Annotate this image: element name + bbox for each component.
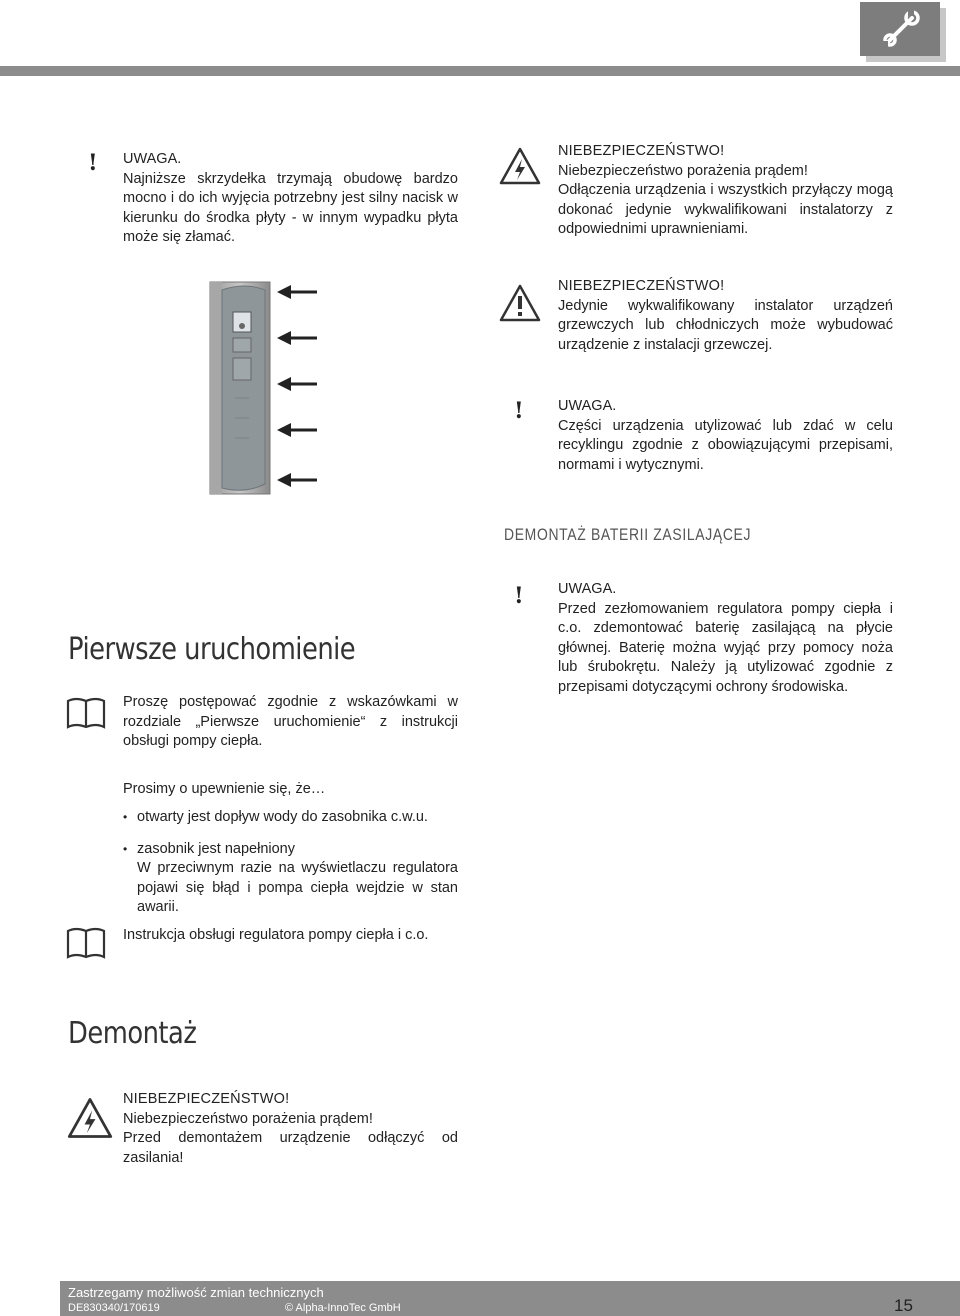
notice-body: Jedynie wykwalifikowany instalator urządzeń grzewczych lub chłodniczych może wybudować urządzenie z instalacji grzewczej. bbox=[558, 297, 893, 353]
notice-danger-install bbox=[558, 277, 893, 355]
notice-body: Przed demontażem urządzenie odłączyć od zasilania! bbox=[123, 1130, 458, 1166]
notice-title: NIEBEZPIECZEŃSTWO! bbox=[558, 143, 725, 159]
notice-title: UWAGA. bbox=[558, 398, 617, 414]
tool-badge bbox=[860, 2, 940, 56]
book-icon bbox=[66, 926, 106, 960]
notice-body: Części urządzenia utylizować lub zdać w celu recyklingu zgodnie z obowiązującymi przepisami, normami i wytycznymi. bbox=[558, 417, 893, 473]
notice-title: NIEBEZPIECZEŃSTWO! bbox=[558, 278, 725, 294]
section-title-battery: DEMONTAŻ BATERII ZASILAJĄCEJ bbox=[504, 525, 752, 544]
footer-note: Zastrzegamy możliwość zmian technicznych bbox=[68, 1285, 324, 1300]
notice-danger-electric bbox=[558, 142, 893, 240]
attention-icon: ! bbox=[88, 150, 98, 176]
notice-uwaga-recycle bbox=[558, 397, 893, 475]
warning-triangle-icon bbox=[498, 283, 542, 323]
footer-doc-id: DE830340/170619 bbox=[68, 1302, 160, 1314]
heading-first-start: Pierwsze uruchomienie bbox=[68, 632, 356, 667]
footer-copyright: © Alpha-InnoTec GmbH bbox=[285, 1302, 401, 1314]
notice-title: NIEBEZPIECZEŃSTWO! bbox=[123, 1091, 290, 1107]
heading-demontaz: Demontaż bbox=[68, 1016, 197, 1051]
notice-battery bbox=[558, 580, 893, 697]
list-item: • zasobnik jest napełniony W przeciwnym razie na wyświetlaczu regulatora pojawi się błąd i pompa ciepła wejdzie w stan awarii. bbox=[123, 840, 458, 918]
notice-body: Odłączenia urządzenia i wszystkich przyłączy mogą dokonać jedynie wykwalifikowani instalatorzy z odpowiednimi uprawnieniami. bbox=[558, 182, 893, 237]
header-bar bbox=[0, 66, 960, 76]
attention-icon: ! bbox=[514, 398, 524, 424]
first-start-book-ref: Instrukcja obsługi regulatora pompy ciepła i c.o. bbox=[123, 927, 429, 943]
notice-body: Najniższe skrzydełka trzymają obudowę bardzo mocno i do ich wyjęcia potrzebny jest silny nacisk w kierunku do środka płyty - w innym wypadku płyta może się złamać. bbox=[123, 170, 458, 245]
first-start-intro: Prosimy o upewnienie się, że… bbox=[123, 781, 326, 797]
notice-line: Niebezpieczeństwo porażenia prądem! bbox=[558, 162, 808, 179]
first-start-checklist bbox=[123, 808, 458, 918]
notice-demontaz bbox=[123, 1090, 458, 1168]
notice-title: UWAGA. bbox=[123, 151, 182, 167]
notice-title: UWAGA. bbox=[558, 581, 617, 597]
notice-line: Niebezpieczeństwo porażenia prądem! bbox=[123, 1110, 373, 1127]
first-start-book-text: Proszę postępować zgodnie z wskazówkami w rozdziale „Pierwsze uruchomienie“ z instrukcji obsługi pompy ciepła. bbox=[123, 694, 458, 749]
list-item: • otwarty jest dopływ wody do zasobnika c.w.u. bbox=[123, 808, 458, 828]
page-number: 15 bbox=[894, 1296, 913, 1315]
electric-hazard-icon bbox=[66, 1096, 114, 1140]
electric-hazard-icon bbox=[498, 146, 542, 186]
book-icon bbox=[66, 696, 106, 730]
notice-body: Przed zezłomowaniem regulatora pompy ciepła i c.o. zdemontować baterię zasilającą na płycie głównej. Baterię można wyjąć przy pomocy noża lub śrubokrętu. Należy ją utylizować zgodnie z przepisami dotyczącymi ochrony środowiska. bbox=[558, 600, 893, 695]
notice-left-uwaga bbox=[123, 150, 458, 248]
device-panel-illustration bbox=[205, 278, 325, 496]
attention-icon: ! bbox=[514, 583, 524, 609]
wrench-screwdriver-icon bbox=[882, 10, 920, 48]
